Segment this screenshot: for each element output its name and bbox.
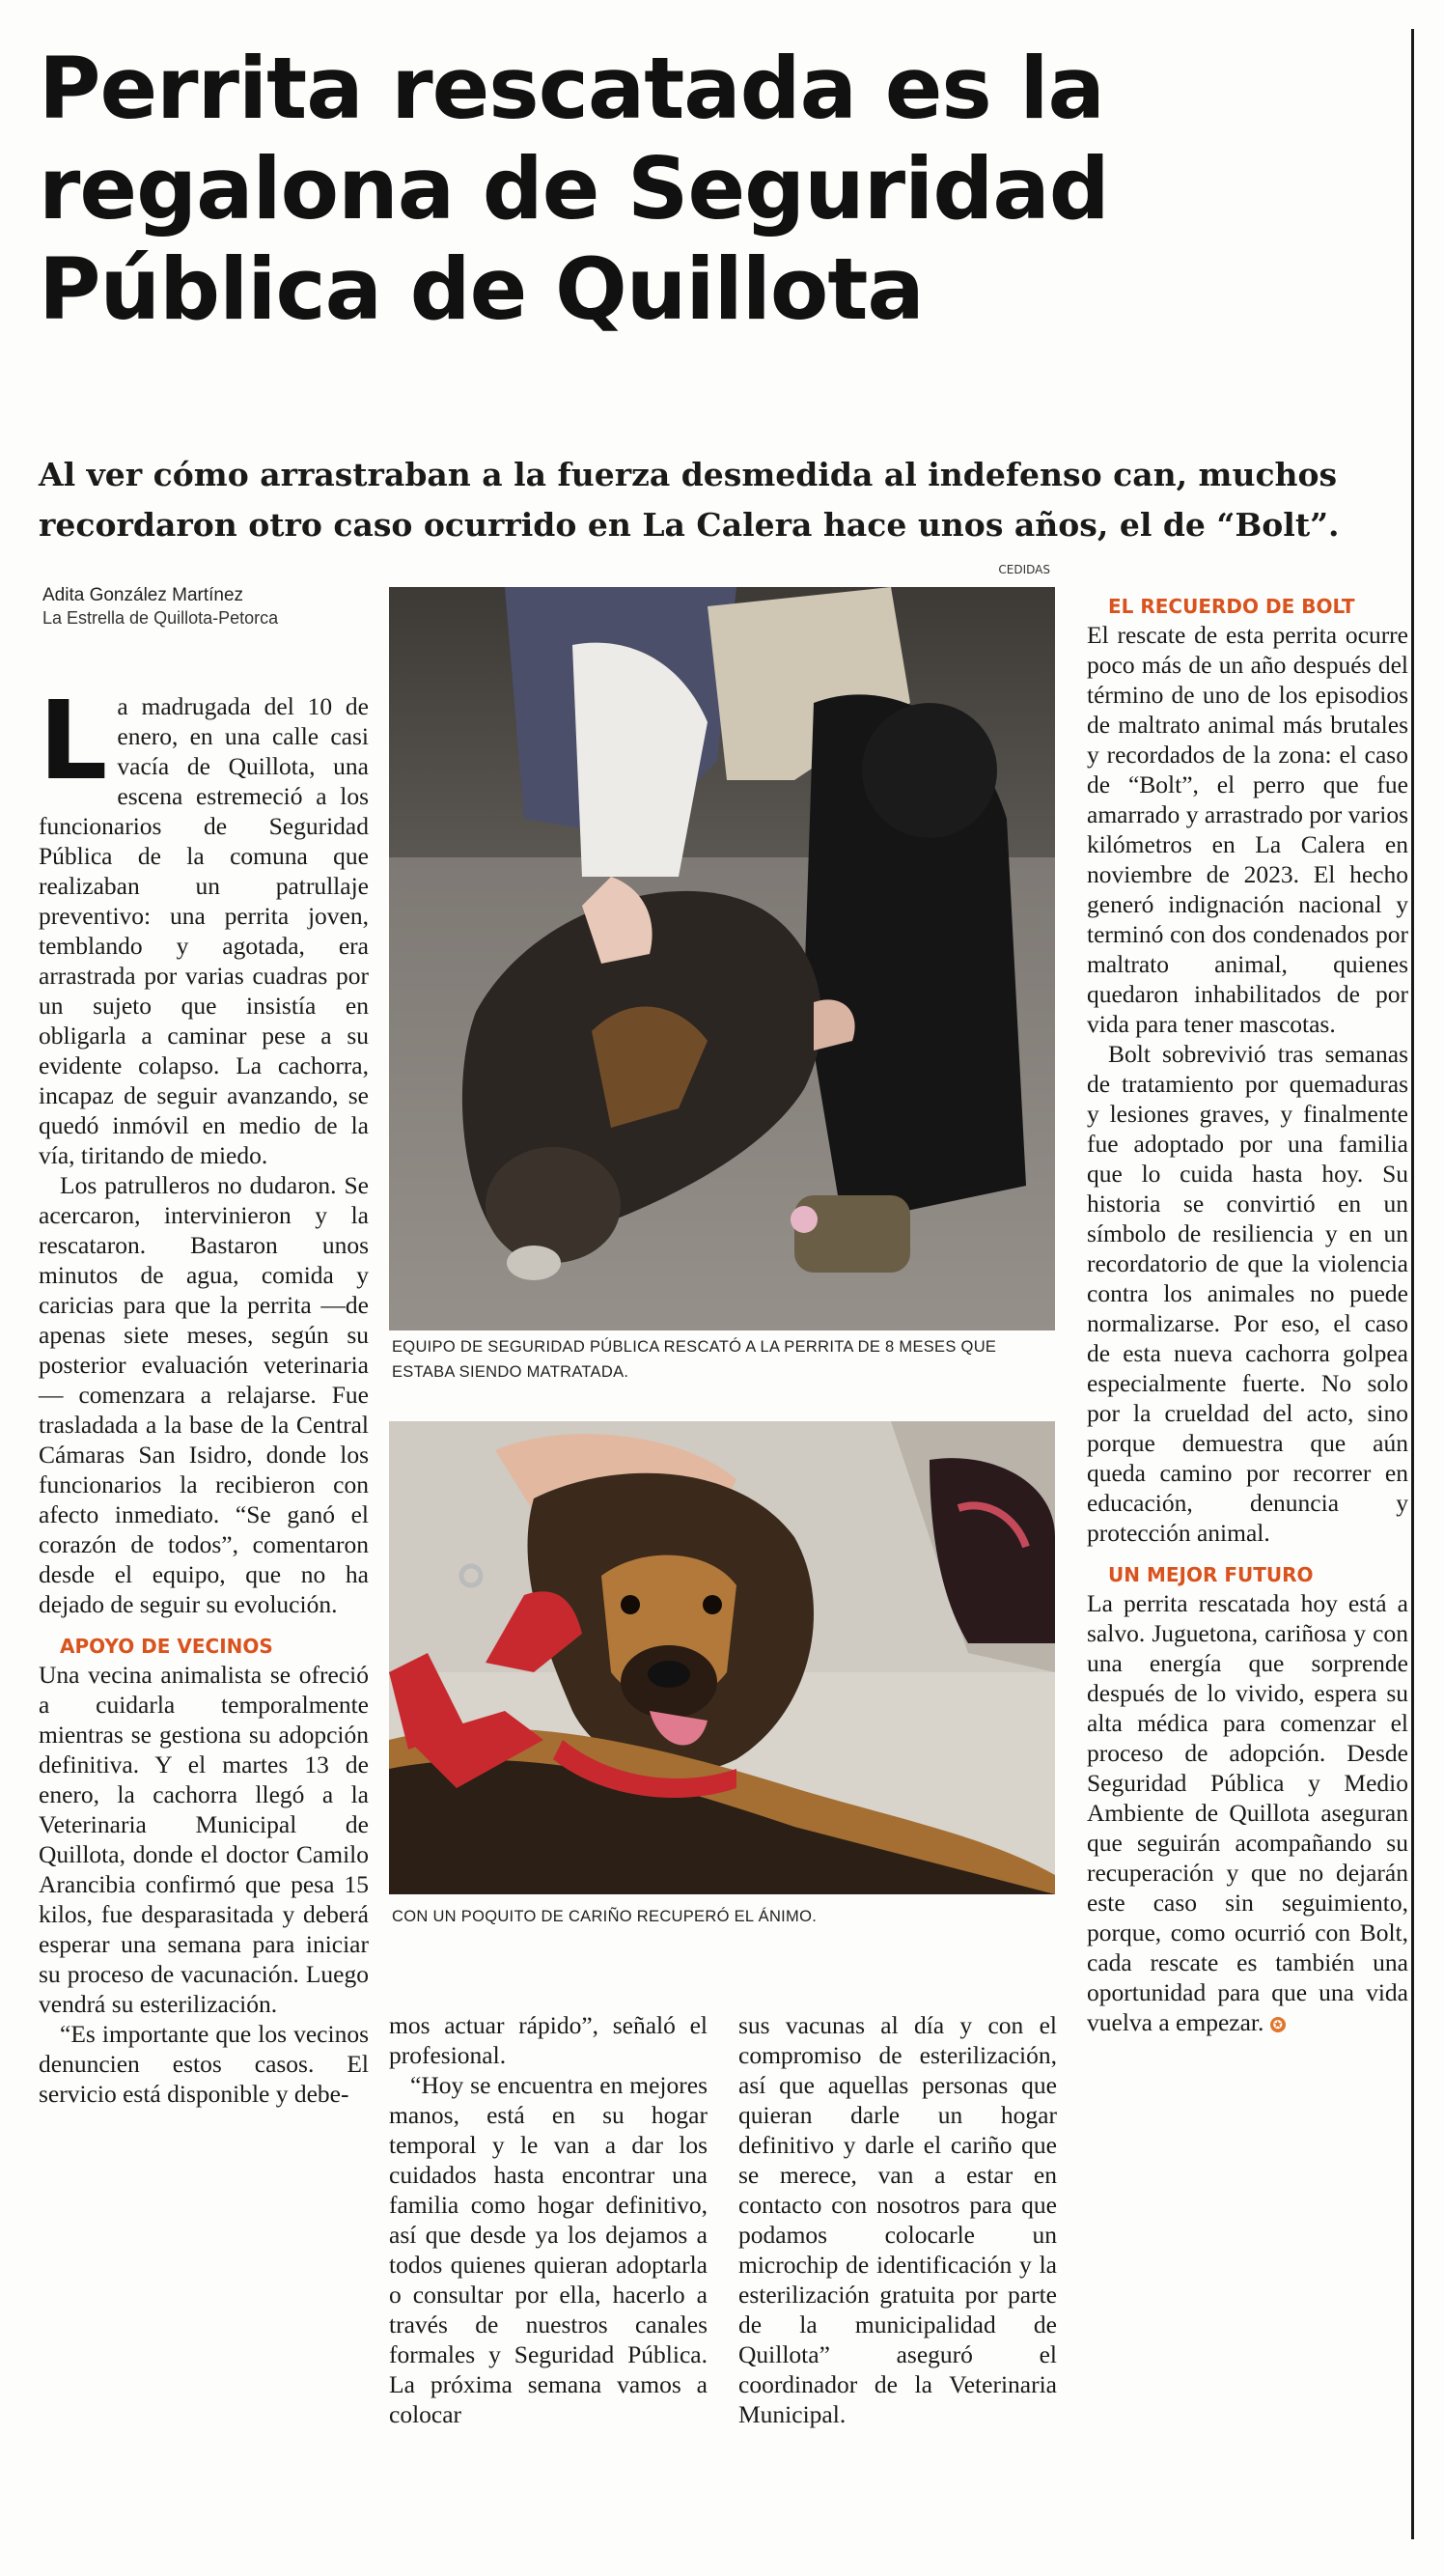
subheading-mejor-futuro: UN MEJOR FUTURO	[1108, 1563, 1314, 1586]
article-column-2	[389, 2010, 708, 2429]
paragraph-lead-text: a madrugada del 10 de enero, en una calle casi vacía de Quillota, una escena estremeció a los funcionarios de Seguridad Pública de la comuna que realizaban un patrullaje preventivo: una perrita joven, temblando y agotada, era arrastrada por varias cuadras por un sujeto que insistía en obligarla a caminar pese a su evidente colapso. La cachorra, incapaz de seguir avanzando, se quedó inmóvil en medio de la vía, tiritando de miedo.	[39, 692, 369, 1169]
deck: Al ver cómo arrastraban a la fuerza desmedida al indefenso can, muchos recordaron otro caso ocurrido en La Calera hace unos años, el de “Bolt”.	[39, 456, 1340, 544]
photo-puppy-illustration	[389, 1421, 1055, 1894]
paragraph: Bolt sobrevivió tras semanas de tratamiento por quemaduras y lesiones graves, y finalmente fue adoptado por una familia que lo cuida hasta hoy. Su historia se convirtió en un símbolo de resiliencia y en un recordatorio de que la violencia contra los animales no puede normalizarse. Por eso, el caso de esta nueva cachorra golpea especialmente fuerte. No solo por la crueldad del acto, sino porque demuestra que aún queda camino por recorrer en educación, denuncia y protección animal.	[1087, 1040, 1408, 1547]
article-column-3	[738, 2010, 1057, 2429]
paragraph: “Es importante que los vecinos denuncien estos casos. El servicio está disponible y debe-	[39, 2020, 369, 2108]
headline: Perrita rescatada es la regalona de Seguridad Pública de Quillota	[39, 39, 1109, 339]
subheading-apoyo-vecinos: APOYO DE VECINOS	[60, 1635, 273, 1658]
byline	[42, 584, 371, 630]
photo-caption-2: CON UN POQUITO DE CARIÑO RECUPERÓ EL ÁNIMO.	[392, 1908, 818, 1925]
photo-credit: CEDIDAS	[998, 563, 1050, 576]
paragraph-lead	[39, 679, 369, 1170]
paragraph: “Hoy se encuentra en mejores manos, está en su hogar temporal y le van a dar los cuidados hasta encontrar una familia como hogar definitivo, así que desde ya los dejamos a todos quienes quieran adoptarla o consultar por ella, hacerlo a través de nuestros canales formales y Seguridad Pública. La próxima semana vamos a colocar	[389, 2071, 708, 2428]
photo-puppy-portrait	[389, 1421, 1055, 1894]
byline-author: Adita González Martínez	[42, 585, 244, 605]
paragraph: Una vecina animalista se ofreció a cuidarla temporalmente mientras se gestiona su adopción definitiva. Y el martes 13 de enero, la cachorra llegó a la Veterinaria Municipal de Quillota, donde el doctor Camilo Arancibia confirmó que pesa 15 kilos, fue desparasitada y deberá esperar una semana para iniciar su proceso de vacunación. Luego vendrá su esterilización.	[39, 1661, 369, 2018]
paragraph: El rescate de esta perrita ocurre poco más de un año después del término de uno de los episodios de maltrato animal más brutales y recordados de la zona: el caso de “Bolt”, el perro que fue amarrado y arrastrado por varios kilómetros en La Calera en noviembre de 2023. El hecho generó indignación nacional y terminó con dos condenados por maltrato animal, quienes quedaron inhabilitados de por vida para tener mascotas.	[1087, 621, 1408, 1038]
byline-outlet: La Estrella de Quillota-Petorca	[42, 608, 279, 628]
article-column-4	[1087, 593, 1408, 2037]
paragraph: mos actuar rápido”, señaló el profesional.	[389, 2011, 708, 2069]
paragraph: sus vacunas al día y con el compromiso de esterilización, así que aquellas personas que quieran darle un hogar definitivo y darle el cariño que se merece, van a estar en contacto con nosotros para que podamos colocarle un microchip de identificación y la esterilización gratuita por parte de la municipalidad de Quillota” aseguró el coordinador de la Veterinaria Municipal.	[738, 2011, 1057, 2428]
photo-caption-1: EQUIPO DE SEGURIDAD PÚBLICA RESCATÓ A LA PERRITA DE 8 MESES QUE ESTABA SIENDO MATRATADA.	[392, 1338, 997, 1381]
subheading-recuerdo-bolt: EL RECUERDO DE BOLT	[1108, 595, 1355, 618]
drop-cap: L	[39, 679, 108, 804]
photo-rescue-illustration	[389, 587, 1055, 1330]
paragraph-final-text: La perrita rescatada hoy está a salvo. Juguetona, cariñosa y con una energía que sorprende después de lo vivido, espera su alta médica para comenzar el proceso de adopción. Desde Seguridad Pública y Medio Ambiente de Quillota aseguran que seguirán acompañando su recuperación y que no dejarán este caso sin seguimiento, porque, como ocurrió con Bolt, cada rescate es también una oportunidad para que una vida vuelva a empezar.	[1087, 1589, 1408, 2036]
paragraph: Los patrulleros no dudaron. Se acercaron, intervinieron y la rescataron. Bastaron unos minutos de agua, comida y caricias para que la perrita —de apenas siete meses, según su posterior evaluación veterinaria— comenzara a relajarse. Fue trasladada a la base de la Central Cámaras San Isidro, donde los funcionarios la recibieron con afecto inmediato. “Se ganó el corazón de todos”, comentaron desde el equipo, que no ha dejado de seguir su evolución.	[39, 1171, 369, 1618]
end-mark-icon: ✪	[1270, 2017, 1286, 2032]
article-column-1	[39, 679, 369, 2109]
page-edge-rule	[1411, 29, 1414, 2539]
photo-rescue-team	[389, 587, 1055, 1330]
paragraph-final	[1087, 1588, 1408, 2037]
